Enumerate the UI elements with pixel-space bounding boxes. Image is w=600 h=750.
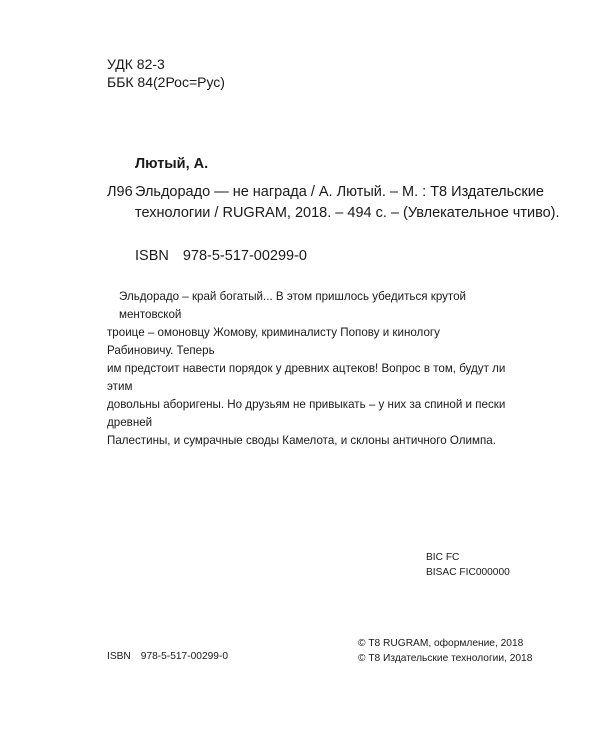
bbk-code: ББК 84(2Рос=Рус) [107,74,225,90]
bic-code: BIC FC [426,552,460,563]
annotation-line: довольны аборигены. Но друзьям не привыкать – у них за спиной и пески древней [107,398,506,429]
annotation-line: троице – омоновцу Жомову, криминалисту Попову и кинологу Рабиновичу. Теперь [107,326,440,357]
udk-code: УДК 82-3 [107,56,165,72]
author-mark: Л96 [107,184,133,200]
isbn-footer-number: 978-5-517-00299-0 [140,651,229,662]
copyright-line: © Т8 Издательские технологии, 2018 [358,653,533,664]
copyright-block [358,636,532,666]
copyright-line: © Т8 RUGRAM, оформление, 2018 [358,638,524,649]
annotation-line: Палестины, и сумрачные своды Камелота, и склоны античного Олимпа. [107,434,496,447]
isbn-label: ISBN [135,248,169,264]
isbn-footer-label: ISBN [107,651,131,662]
bibliographic-line: Эльдорадо — не награда / А. Лютый. – М. : Т8 Издательские [135,184,544,200]
classification-block [107,55,225,91]
annotation [107,288,507,450]
annotation-line: им предстоит навести порядок у древних ацтеков! Вопрос в том, будут ли этим [107,362,506,393]
annotation-line: Эльдорадо – край богатый... В этом пришлось убедиться крутой ментовской [119,290,467,321]
author-heading: Лютый, А. [135,156,209,172]
bibliographic-description [135,182,560,224]
bisac-code: BISAC FIC000000 [426,567,510,578]
isbn-main [135,248,307,264]
bibliographic-line: технологии / RUGRAM, 2018. – 494 с. – (Увлекательное чтиво). [135,205,560,221]
isbn-footer [107,651,228,662]
subject-codes [426,550,510,580]
isbn-number: 978-5-517-00299-0 [182,248,307,264]
